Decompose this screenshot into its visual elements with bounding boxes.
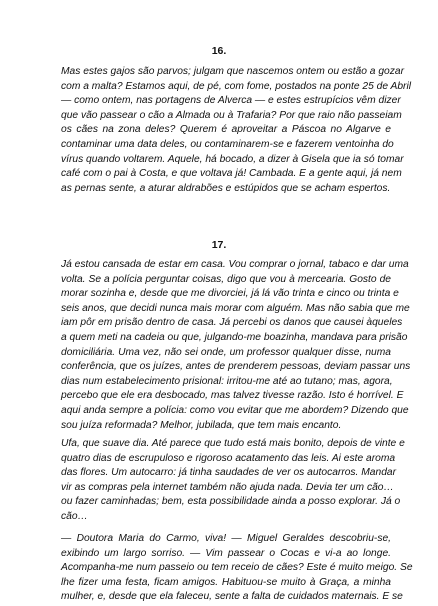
chapter-16-heading: 16. bbox=[211, 45, 227, 57]
text-line: que vão passear o cão a Almada ou à Trafaria? Por que raio não passeiam bbox=[61, 109, 402, 121]
text-line: conferência, que os juízes, antes de prenderem pessoas, deviam passar uns bbox=[61, 361, 411, 373]
text-line: dias num estabelecimento prisional: irritou-me até ao tutano; mas, agora, bbox=[61, 375, 393, 387]
text-line: das flores. Um autocarro: já tinha saudades de ver os autocarros. Mandar bbox=[61, 467, 397, 479]
text-line: iam pôr em prisão dentro de casa. Já percebi os danos que causei àqueles bbox=[61, 317, 403, 329]
chapter-17-heading: 17. bbox=[211, 239, 227, 251]
text-line: lhe fizer uma festa, ficam amigos. Habituou-se muito à Graça, a minha bbox=[61, 576, 391, 588]
text-line: mulher, e, desde que ela faleceu, sente a falta de cuidados maternais. E se bbox=[61, 591, 403, 603]
text-line: café com o pai à Costa, e que voltava já! Cambada. E a gente aqui, já nem bbox=[61, 168, 402, 180]
text-line: Acompanha-me num passeio ou tem receio de cães? Este é muito meigo. Se bbox=[61, 562, 413, 574]
text-line: aqui anda sempre a polícia: como vou evitar que me abordem? Dizendo que bbox=[61, 404, 409, 416]
text-line: — como ontem, nas portagens de Alverca — e estes estrupícios vêm dizer bbox=[61, 95, 401, 107]
chapter-17-paragraph-2 bbox=[61, 437, 405, 525]
chapter-16-paragraph bbox=[61, 65, 412, 196]
text-line: ou fazer caminhadas; bem, esta possibilidade ainda a posso explorar. Já o bbox=[61, 496, 401, 508]
text-line: morar sozinha e, desde que me divorciei, já lá vão trinta e cinco ou trinta e bbox=[61, 288, 399, 300]
text-line: seis anos, que decidi nunca mais morar com alguém. Mas não sabia que me bbox=[61, 302, 410, 314]
text-line: Ufa, que suave dia. Até parece que tudo está mais bonito, depois de vinte e bbox=[61, 438, 405, 449]
text-line: vírus quando voltarem. Aquele, há bocado, a dizer à Gisela que ia só tomar bbox=[61, 153, 404, 165]
text-line: Já estou cansada de estar em casa. Vou comprar o jornal, tabaco e dar uma bbox=[61, 259, 409, 270]
text-line: Mas estes gajos são parvos; julgam que nascemos ontem ou estão a gozar bbox=[61, 66, 404, 77]
text-line: quatro dias de escrupuloso e rigoroso acatamento das leis. Ai este aroma bbox=[61, 452, 396, 464]
text-line: as pernas sente, a aturar aldrabões e estúpidos que se acham espertos. bbox=[61, 182, 391, 194]
text-line: cão… bbox=[61, 510, 88, 522]
text-line: exibindo um largo sorriso. — Vim passear o Cocas e vi-a ao longe. bbox=[61, 547, 391, 559]
text-line: contaminar uma data deles, ou contaminarem-se e fazerem ventoinha do bbox=[61, 138, 394, 150]
text-line: vir as compras pela internet também não ajuda nada. Devia ter um cão… bbox=[61, 481, 394, 493]
chapter-17-paragraph-1 bbox=[61, 258, 411, 433]
text-line: domiciliária. Uma vez, não sei onde, um professor qualquer disse, numa bbox=[61, 346, 391, 358]
text-line: a quem meti na cadeia ou que, julgando-me boazinha, mandava para prisão bbox=[61, 331, 408, 343]
text-line: sou juíza reformada? Melhor, jubilada, que tem mais encanto. bbox=[61, 419, 342, 431]
text-line: os cães na zona deles? Querem é aproveitar a Páscoa no Algarve e bbox=[61, 124, 391, 136]
text-line: volta. Se a polícia perguntar coisas, digo que vou à mercearia. Gosto de bbox=[61, 273, 391, 285]
chapter-17-paragraph-3 bbox=[61, 532, 413, 605]
text-line: com a malta? Estamos aqui, de pé, com fome, postados na ponte 25 de Abril bbox=[61, 80, 412, 92]
text-line: — Doutora Maria do Carmo, viva! — Miguel Geraldes descobriu-se, bbox=[61, 533, 391, 544]
text-line: percebo que ele era desbocado, mas talvez tivesse razão. Isto é horrível. E bbox=[61, 390, 404, 402]
